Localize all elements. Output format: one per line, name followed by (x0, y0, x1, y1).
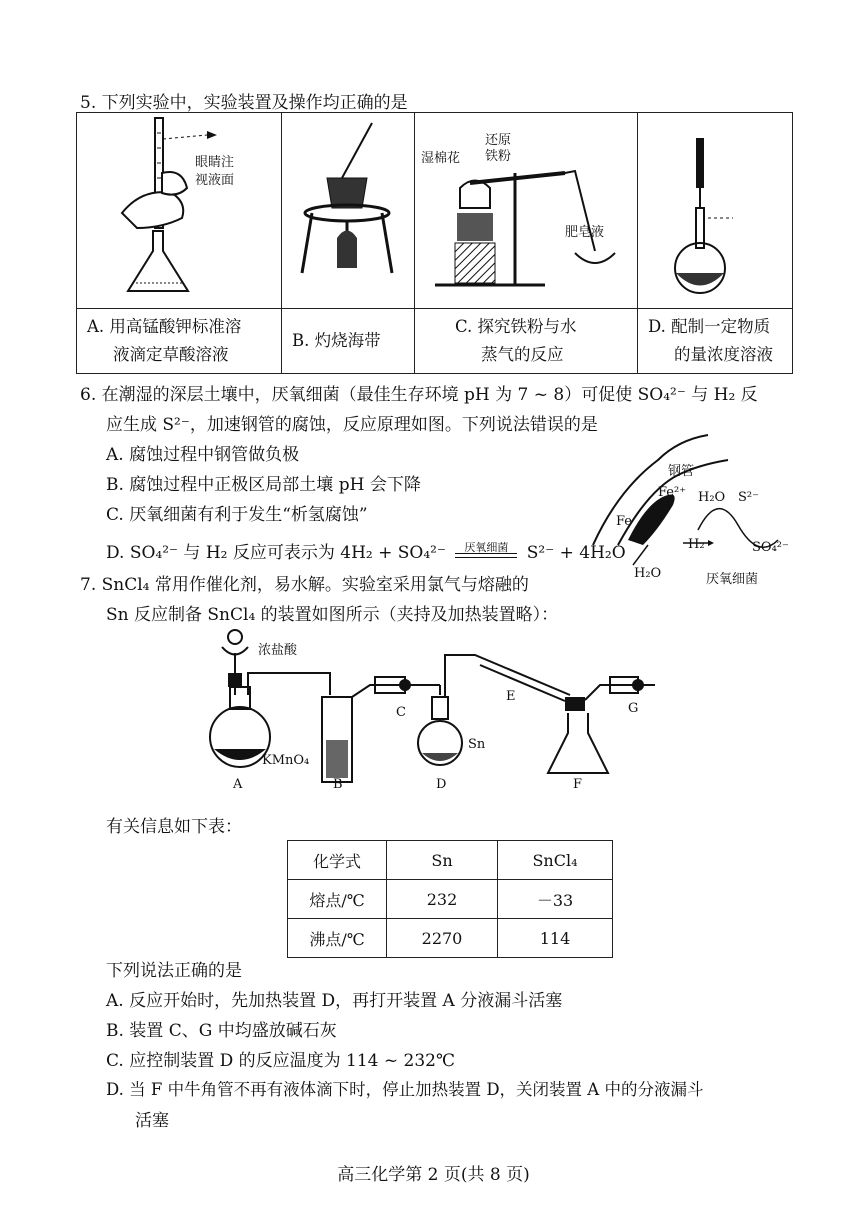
fe-label: Fe (616, 514, 633, 529)
table-header-row (288, 841, 613, 880)
iron-steam-figure (415, 113, 638, 309)
corrosion-figure (588, 430, 788, 590)
option-d-caption: D. 配制一定物质 的量浓度溶液 (638, 309, 793, 374)
q7-option-d-cont: 活塞 (135, 1111, 169, 1131)
titration-drawing (77, 113, 281, 303)
fe2-label: Fe²⁺ (658, 485, 687, 500)
table-cell: 熔点/℃ (288, 880, 387, 919)
sn-label: Sn (468, 737, 486, 752)
crucible-figure (282, 113, 415, 309)
so4-label: SO₄²⁻ (752, 540, 789, 555)
reaction-arrow: 厌氧细菌 (455, 555, 517, 558)
q5-apparatus-table (76, 112, 793, 374)
h2o-top-label: H₂O (698, 490, 726, 505)
table-header-cell: SnCl₄ (498, 841, 613, 880)
table-header-cell: Sn (387, 841, 498, 880)
hcl-label: 浓盐酸 (258, 643, 298, 658)
table-cell: 沸点/℃ (288, 919, 387, 958)
q7-info-intro: 有关信息如下表： (106, 817, 242, 837)
titration-figure (77, 113, 282, 309)
q6-stem-1: 6. 在潮湿的深层土壤中，厌氧细菌（最佳生存环境 pH 为 7 ~ 8）可促使 SO₄²⁻ 与 H₂ 反 (80, 385, 758, 405)
h2o-bottom-label: H₂O (634, 566, 662, 581)
option-b-caption: B. 灼烧海带 (282, 309, 415, 374)
bacteria-label: 厌氧细菌 (706, 572, 759, 587)
iron-label: 还原 (485, 133, 512, 148)
option-a-caption: A. 用高锰酸钾标准溶 液滴定草酸溶液 (77, 309, 282, 374)
corrosion-drawing (588, 430, 788, 590)
table-row (288, 880, 613, 919)
q5-stem: 5. 下列实验中，实验装置及操作均正确的是 (80, 93, 408, 113)
label-a: A (233, 777, 243, 792)
crucible-drawing (282, 113, 414, 303)
q7-ask: 下列说法正确的是 (106, 961, 242, 981)
eye-label-2: 视液面 (195, 173, 235, 188)
properties-table (287, 840, 613, 958)
label-b: B (333, 777, 343, 792)
label-e: E (506, 689, 516, 704)
volumetric-flask-figure (638, 113, 793, 309)
kmno4-label: KMnO₄ (262, 753, 310, 768)
q6-option-d: D. SO₄²⁻ 与 H₂ 反应可表示为 4H₂ + SO₄²⁻ 厌氧细菌 S²⁻ + 4H₂O (106, 541, 626, 563)
q6-option-c: C. 厌氧细菌有利于发生“析氢腐蚀” (106, 505, 368, 525)
table-cell: 2270 (387, 919, 498, 958)
q7-stem-2: Sn 反应制备 SnCl₄ 的装置如图所示（夹持及加热装置略）： (106, 605, 559, 625)
label-d: D (436, 777, 447, 792)
eye-label: 眼睛注 (195, 155, 235, 170)
label-c: C (396, 705, 406, 720)
table-row (288, 919, 613, 958)
table-cell: －33 (498, 880, 613, 919)
label-g: G (628, 701, 639, 716)
q7-option-b: B. 装置 C、G 中均盛放碱石灰 (106, 1021, 337, 1041)
q7-stem-1: 7. SnCl₄ 常用作催化剂，易水解。实验室采用氯气与熔融的 (80, 575, 529, 595)
pipe-label: 钢管 (668, 464, 695, 479)
label-f: F (573, 777, 583, 792)
s2-label: S²⁻ (738, 490, 759, 505)
q7-option-d: D. 当 F 中牛角管不再有液体滴下时，停止加热装置 D，关闭装置 A 中的分液漏斗 (106, 1080, 704, 1099)
q6-option-a: A. 腐蚀过程中钢管做负极 (106, 445, 300, 465)
q7-option-a: A. 反应开始时，先加热装置 D，再打开装置 A 分液漏斗活塞 (106, 991, 563, 1011)
option-c-caption: C. 探究铁粉与水 蒸气的反应 (415, 309, 638, 374)
page-footer: 高三化学第 2 页(共 8 页) (337, 1165, 530, 1185)
cotton-label: 湿棉花 (421, 151, 461, 166)
soap-label: 肥皂液 (565, 225, 605, 240)
table-cell: 232 (387, 880, 498, 919)
iron-label-2: 铁粉 (485, 149, 512, 164)
table-cell: 114 (498, 919, 613, 958)
volumetric-flask-drawing (638, 113, 792, 303)
table-header-cell: 化学式 (288, 841, 387, 880)
q6-stem-2: 应生成 S²⁻，加速钢管的腐蚀，反应原理如图。下列说法错误的是 (106, 415, 598, 435)
q7-option-c: C. 应控制装置 D 的反应温度为 114 ~ 232℃ (106, 1051, 456, 1071)
q6-option-b: B. 腐蚀过程中正极区局部土壤 pH 会下降 (106, 475, 421, 495)
apparatus-figure (200, 625, 670, 800)
h2-label: H₂ (688, 537, 705, 552)
iron-steam-drawing (415, 113, 637, 303)
